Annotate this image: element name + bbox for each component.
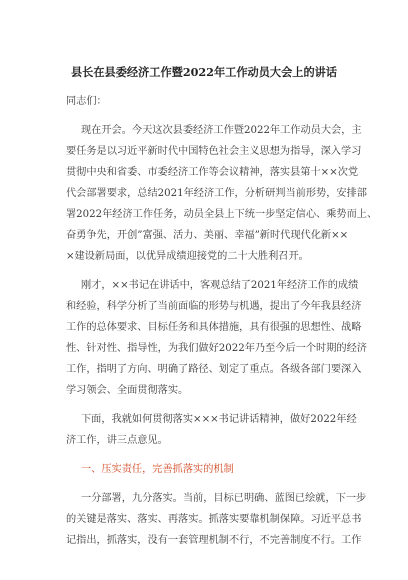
paragraph-1-line-3: 贯彻中央和省委、市委经济工作等会议精神，落实县第十××次党 <box>66 167 359 178</box>
paragraph-1-line-1: 现在开会。今天这次县委经济工作暨2022年工作动员大会，主 <box>81 125 362 136</box>
paragraph-2-line-4: 性、针对性、指导性，为我们做好2022年乃至今后一个时期的经济 <box>66 343 367 354</box>
section-paragraph-line-1: 一分部署，九分落实。当前，目标已明确、蓝图已绘就，下一步 <box>81 493 367 504</box>
paragraph-3-line-2: 济工作，讲三点意见。 <box>66 435 168 446</box>
paragraph-2-line-6: 学习领会、全面贯彻落实。 <box>66 385 189 396</box>
paragraph-2-line-2: 和经验，科学分析了当前面临的形势与机遇，提出了今年我县经济 <box>66 301 362 312</box>
section-paragraph-line-3: 记指出，抓落实，没有一套管理机制不行，不完善制度不行。工作 <box>66 535 362 546</box>
paragraph-2-line-1: 刚才，××书记在讲话中，客观总结了2021年经济工作的成绩 <box>81 280 359 291</box>
paragraph-3-line-1: 下面，我就如何贯彻落实×××书记讲话精神，做好2022年经 <box>81 414 357 425</box>
salutation: 同志们： <box>66 96 107 107</box>
paragraph-1-line-5: 署2022年经济工作任务，动员全县上下统一步坚定信心、乘势而上、 <box>66 209 378 220</box>
paragraph-2-line-3: 工作的总体要求、目标任务和具体措施，具有很强的思想性、战略 <box>66 322 362 333</box>
section-heading: 一、压实责任，完善抓落实的机制 <box>81 464 234 475</box>
paragraph-1-line-4: 代会部署要求，总结2021年经济工作，分析研判当前形势，安排部 <box>66 188 367 199</box>
paragraph-2-line-5: 工作，指明了方向、明确了路径、划定了重点。各级各部门要深入 <box>66 364 362 375</box>
document-title: 县长在县委经济工作暨2022年工作动员大会上的讲话 <box>70 65 338 79</box>
paragraph-1-line-2: 要任务是以习近平新时代中国特色社会主义思想为指导，深入学习 <box>66 146 362 157</box>
paragraph-1-line-7: ×建设新局面，以优异成绩迎接党的二十大胜利召开。 <box>66 251 309 262</box>
section-paragraph-line-2: 的关键是落实、落实、再落实。抓落实要靠机制保障。习近平总书 <box>66 514 362 525</box>
paragraph-1-line-6: 奋勇争先，开创”富强、活力、美丽、幸福”新时代现代化新×× <box>66 230 349 241</box>
